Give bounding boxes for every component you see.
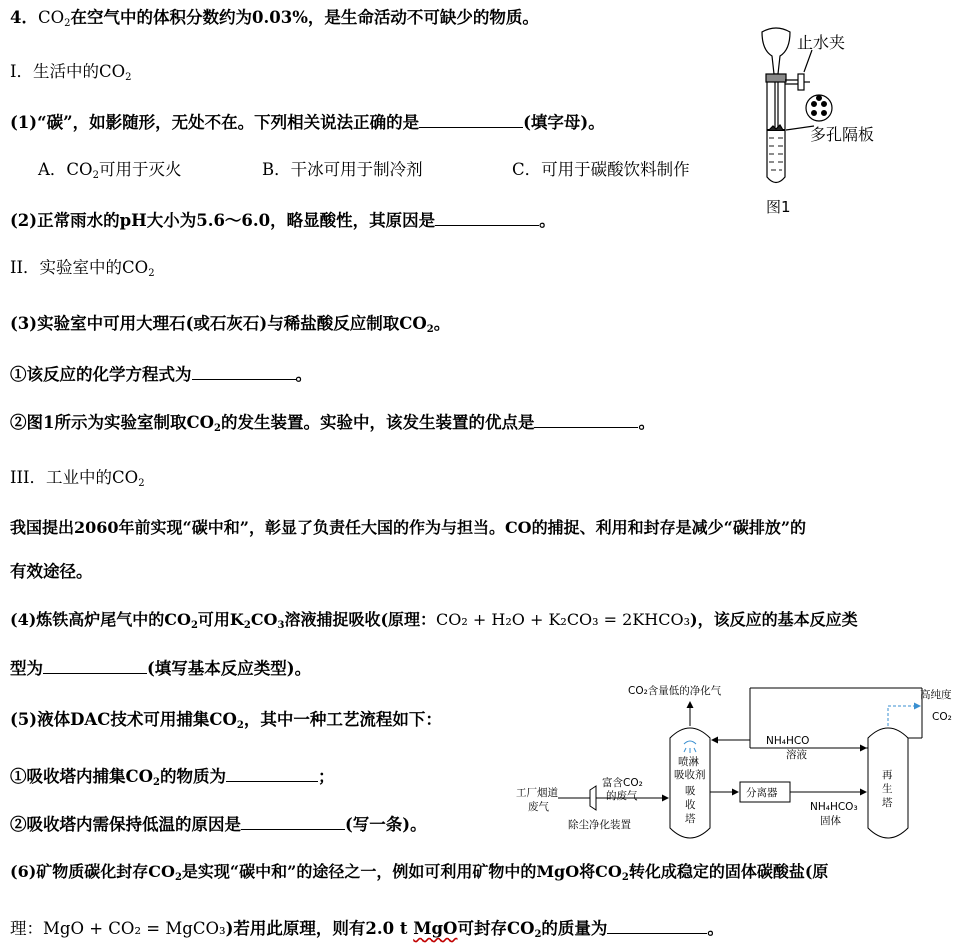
- q6-text: (6)矿物质碳化封存$CO_2$是实现“碳中和”的途径之一，例如可利用矿物中的MgO将$CO_2$转化成稳定的固体碳酸盐(原: [10, 862, 829, 883]
- figure-1-apparatus: [740, 22, 900, 222]
- q4-line-2: 型为 (填写基本反应类型)。: [10, 659, 312, 678]
- label-rich-gas-2: 的废气: [606, 790, 638, 802]
- q4-blank[interactable]: [43, 658, 147, 674]
- label-rich-gas-1: 富含CO₂: [602, 777, 643, 789]
- q3-2-text: ②图1所示为实验室制取$CO_2$的发生装置。实验中，该发生装置的优点是 。: [10, 413, 655, 434]
- q5-1-text: ①吸收塔内捕集$CO_2$的物质为 ；: [10, 767, 335, 788]
- label-factory-2: 废气: [528, 801, 549, 813]
- label-spray-1: 喷淋: [678, 756, 699, 768]
- stopper-icon: [766, 74, 786, 82]
- label-spray-2: 吸收剂: [674, 769, 706, 781]
- label-clean-gas: CO₂含量低的净化气: [628, 685, 722, 697]
- q3-text: (3)实验室中可用大理石(或石灰石)与稀盐酸反应制取$CO_2$。: [10, 314, 451, 335]
- q4-text: (4)炼铁高炉尾气中的$CO_2$可用$K_2CO_3$溶液捕捉吸收(原理：CO₂ + H₂O + K₂CO₃ = 2KHCO₃)，该反应的基本反应类: [10, 610, 858, 631]
- spray-nozzle-icon: [684, 741, 696, 753]
- test-tube-icon: [767, 82, 785, 183]
- label-nh4hco-solution-1: NH₄HCO: [766, 735, 810, 747]
- label-factory-1: 工厂烟道: [516, 787, 558, 799]
- label-high-purity-2: CO₂: [932, 711, 952, 723]
- funnel-icon: [762, 28, 790, 74]
- label-separator: 分离器: [746, 787, 778, 799]
- section-3-heading: III．工业中的$CO_2$: [10, 468, 145, 489]
- q3-1-blank[interactable]: [192, 364, 296, 380]
- question-intro: 4．$CO_2$在空气中的体积分数约为0.03%，是生命活动不可缺少的物质。: [10, 8, 539, 29]
- q5-1-blank[interactable]: [226, 766, 318, 782]
- option-c: C．可用于碳酸饮料制作: [512, 160, 690, 179]
- label-nh4hco3-solid-2: 固体: [820, 815, 841, 827]
- q3-2-blank[interactable]: [534, 412, 638, 428]
- q1-text: (1)“碳”，如影随形，无处不在。下列相关说法正确的是 (填字母)。: [10, 113, 605, 132]
- q2-text: (2)正常雨水的pH大小为5.6～6.0，略显酸性，其原因是 。: [10, 211, 556, 230]
- label-absorb-2: 收: [685, 799, 696, 811]
- paragraph-line-2: 有效途径。: [10, 562, 93, 581]
- dac-flow-diagram: [510, 678, 970, 850]
- q1-blank[interactable]: [419, 112, 523, 128]
- label-clamp: 止水夹: [797, 33, 846, 52]
- q5-2-blank[interactable]: [241, 814, 345, 830]
- label-regen-1: 再: [882, 769, 893, 781]
- q5-2-text: ②吸收塔内需保持低温的原因是 (写一条)。: [10, 815, 427, 834]
- label-dust-device: 除尘净化装置: [568, 819, 631, 831]
- section-2-heading: II．实验室中的$CO_2$: [10, 258, 155, 279]
- label-nh4hco-solution-2: 溶液: [786, 749, 807, 761]
- label-regen-2: 生: [882, 783, 893, 795]
- section-1-heading: I．生活中的$CO_2$: [10, 62, 132, 83]
- label-high-purity-1: 高纯度: [920, 689, 952, 701]
- q3-1-text: ①该反应的化学方程式为 。: [10, 365, 312, 384]
- q6-line-2: 理：MgO + CO₂ = MgCO₃)若用此原理，则有2.0 t MgO可封存$CO_2$的质量为 。: [10, 919, 724, 940]
- option-b: B．干冰可用于制冷剂: [262, 160, 423, 179]
- q2-blank[interactable]: [435, 210, 539, 226]
- paragraph-line-1: 我国提出2060年前实现“碳中和”，彰显了负责任大国的作为与担当。CO的捕捉、利用和封存是减少“碳排放”的: [10, 518, 807, 537]
- dust-device-icon: [590, 786, 596, 810]
- label-nh4hco3-solid-1: NH₄HCO₃: [810, 801, 858, 813]
- q4-equation: CO₂ + H₂O + K₂CO₃ = 2KHCO₃: [436, 610, 691, 629]
- marble-icon: [769, 125, 783, 130]
- figure-1-caption: 图1: [766, 198, 791, 216]
- label-porous-plate: 多孔隔板: [810, 125, 875, 144]
- q5-text: (5)液体DAC技术可用捕集$CO_2$，其中一种工艺流程如下：: [10, 710, 442, 731]
- label-regen-3: 塔: [882, 797, 893, 809]
- label-absorb-1: 吸: [685, 785, 696, 797]
- label-absorb-3: 塔: [685, 813, 696, 825]
- option-a: A．$CO_2$可用于灭火: [38, 160, 182, 181]
- q6-equation: MgO + CO₂ = MgCO₃: [43, 919, 226, 938]
- q6-blank[interactable]: [607, 918, 707, 934]
